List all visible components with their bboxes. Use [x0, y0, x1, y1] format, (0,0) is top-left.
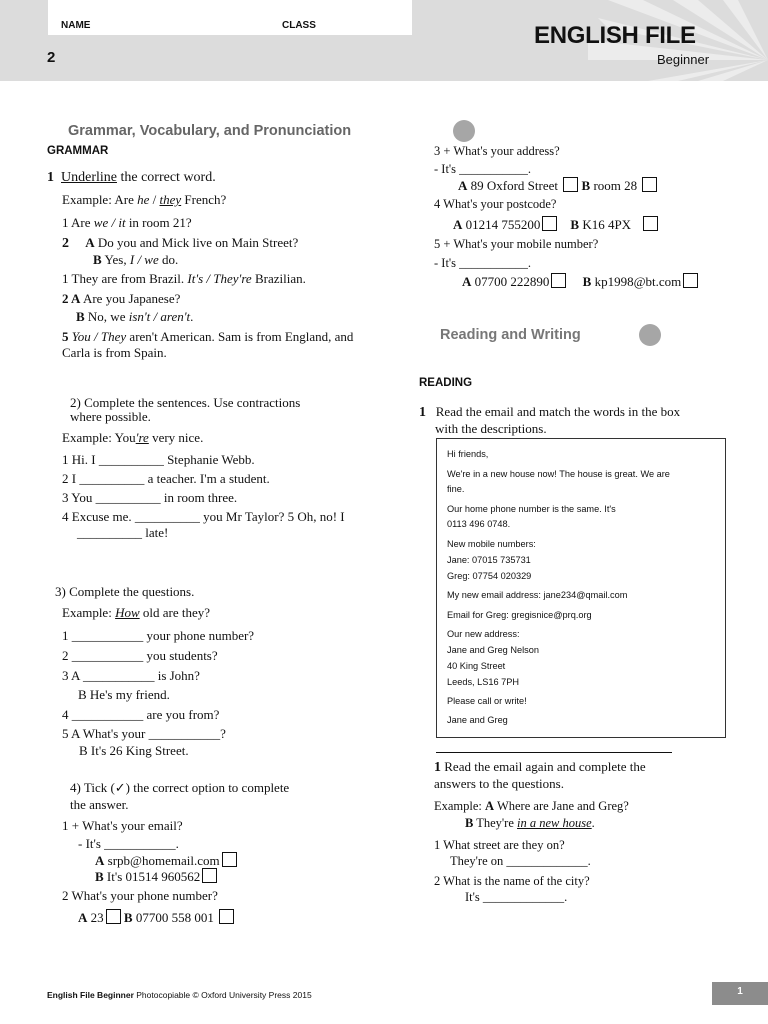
r2-instruction-line1 — [434, 759, 646, 776]
ex4-q3-a-label: A — [458, 178, 468, 193]
email-line: Hi friends, — [447, 449, 489, 459]
email-line: Please call or write! — [447, 696, 527, 706]
ex1-instruction — [47, 170, 216, 186]
ex4-q4-b-checkbox[interactable] — [643, 216, 658, 231]
reading-writing-title: Reading and Writing — [440, 327, 581, 343]
ex4-q1-a-checkbox[interactable] — [222, 852, 237, 867]
ex4-q1-a-label: A — [95, 853, 105, 868]
ex4-q2-option-a[interactable] — [78, 910, 121, 925]
ex1-q3-opts: It's / They're — [187, 271, 252, 286]
ex4-q4-a-label: A — [453, 217, 463, 232]
ex1-example-b: French? — [181, 192, 227, 207]
ex4-q5-a-label: A — [462, 274, 472, 289]
r2-example-a-label: A — [485, 799, 495, 813]
ex4-q5-b-checkbox[interactable] — [683, 273, 698, 288]
ex3-q1: 1 ___________ your phone number? — [62, 628, 255, 643]
ex4-q5: 5 + What's your mobile number? — [434, 237, 599, 251]
ex4-q2-b-label: B — [123, 910, 133, 925]
ex4-q3-b-text: room 28 — [590, 178, 638, 193]
email-line: Our new address: — [447, 629, 520, 639]
email-line: Our home phone number is the same. It's — [447, 504, 616, 514]
ex2-example-b: very nice. — [148, 430, 204, 445]
r2-instr-line1-text: Read the email again and complete the — [441, 759, 646, 774]
ex2-q1: 1 Hi. I __________ Stephanie Webb. — [62, 452, 255, 467]
ex4-q2-a-checkbox[interactable] — [106, 909, 121, 924]
ex4-q5-a-checkbox[interactable] — [551, 273, 566, 288]
email-line: Jane: 07015 735731 — [447, 555, 531, 565]
ex4-q4: 4 What's your postcode? — [434, 197, 557, 211]
ex1-example-he: he — [137, 192, 150, 207]
ex4-q2-option-b[interactable] — [124, 910, 234, 925]
ex1-q2b — [93, 252, 178, 268]
test-number: 2 — [47, 49, 56, 66]
ex4-q4-a-text: 01214 755200 — [462, 217, 541, 232]
email-line: Email for Greg: gregisnice@prq.org — [447, 610, 592, 620]
r2-example-answer: in a new house — [517, 816, 592, 830]
ex1-q2-a-label: A — [85, 235, 95, 250]
ex3-example-u: How — [115, 605, 140, 620]
ex4-q1-option-a[interactable] — [95, 852, 237, 869]
ex1-q3 — [62, 271, 306, 287]
page-header — [0, 0, 768, 81]
ex4-q1-b-label: B — [95, 869, 104, 884]
r2-example-end: . — [591, 816, 595, 830]
ex1-q4-b-b: . — [190, 309, 194, 324]
ex2-q4-line2: __________ late! — [77, 525, 169, 540]
footer-title: English File Beginner — [47, 990, 134, 1000]
ex4-q2-options — [78, 909, 234, 926]
ex1-q4a — [62, 291, 180, 307]
r2-q2-answer: It's _____________. — [465, 890, 568, 904]
ex4-q4-b-text: K16 4PX — [579, 217, 632, 232]
ex1-q5-text: aren't American. Sam is from England, and — [126, 329, 354, 344]
ex1-example-a: Example: Are — [62, 192, 138, 207]
ex1-q2-b-opts: I / we — [129, 252, 159, 267]
ex4-q4-options — [453, 216, 658, 233]
ex4-q5-option-a[interactable] — [462, 274, 566, 289]
ex1-q3-a: 1 They are from Brazil. — [62, 271, 188, 286]
email-line: fine. — [447, 484, 465, 494]
ex4-q3-options — [458, 177, 657, 194]
class-label: CLASS — [282, 20, 316, 31]
email-line: My new email address: jane234@qmail.com — [447, 590, 628, 600]
name-label: NAME — [61, 20, 91, 31]
email-line: Greg: 07754 020329 — [447, 571, 532, 581]
ex4-q1: 1 + What's your email? — [62, 818, 183, 833]
ex4-q3-its: - It's ___________. — [434, 162, 532, 176]
ex3-example — [62, 605, 210, 621]
ex4-q3-a-text: 89 Oxford Street — [467, 178, 559, 193]
ex3-q5b: B It's 26 King Street. — [79, 743, 189, 758]
ex1-q5-line1 — [62, 329, 353, 345]
ex2-q4-line1: 4 Excuse me. __________ you Mr Taylor? 5 Oh, no! I — [62, 509, 345, 524]
level-label: Beginner — [657, 52, 710, 67]
r1-instruction-line1 — [419, 404, 680, 421]
ex4-q4-a-checkbox[interactable] — [542, 216, 557, 231]
r1-instruction-line2: with the descriptions. — [435, 421, 547, 436]
ex1-q1-opts: we / it — [93, 215, 126, 230]
ex4-q3-option-b[interactable] — [582, 178, 658, 193]
ex1-instr-underline: Underline — [61, 170, 117, 185]
ex4-q2-b-text: 07700 558 001 — [132, 910, 214, 925]
ex2-example — [62, 430, 203, 446]
ex1-q1-b: in room 21? — [125, 215, 192, 230]
ex2-example-a: Example: You — [62, 430, 136, 445]
ex3-q4: 4 ___________ are you from? — [62, 707, 220, 722]
footer-text — [47, 990, 312, 1000]
ex4-q3-b-label: B — [581, 178, 591, 193]
ex1-q4-b-opts: isn't / aren't — [128, 309, 191, 324]
ex2-instruction-line2: where possible. — [70, 409, 151, 424]
ex2-q2: 2 I __________ a teacher. I'm a student. — [62, 471, 270, 486]
email-line: We're in a new house now! The house is great. We are — [447, 469, 670, 479]
ex1-number: 1 — [47, 170, 54, 185]
ex1-q2-num: 2 — [62, 236, 69, 251]
r2-instruction-line2: answers to the questions. — [434, 776, 564, 791]
r2-q1-answer: They're on _____________. — [450, 854, 591, 868]
ex4-q5-options — [462, 273, 698, 290]
ex1-q5-num: 5 — [62, 329, 72, 344]
ex1-q4-b-a: No, we — [84, 309, 129, 324]
r2-number: 1 — [434, 760, 441, 775]
ex3-q2: 2 ___________ you students? — [62, 648, 218, 663]
email-line: Jane and Greg — [447, 715, 508, 725]
ex4-q5-b-text: kp1998@bt.com — [591, 274, 682, 289]
reading-label: READING — [419, 377, 473, 389]
page-number: 1 — [712, 982, 768, 1005]
ex4-q3: 3 + What's your address? — [434, 144, 560, 158]
ex4-q1-a-text: srpb@homemail.com — [104, 853, 220, 868]
email-line: 0113 496 0748. — [447, 519, 511, 529]
ex4-q3-a-checkbox[interactable] — [563, 177, 578, 192]
ex4-q2-a-label: A — [78, 910, 88, 925]
r2-example-b-label: B — [465, 816, 474, 830]
name-class-box — [48, 0, 412, 35]
ex4-q5-its: - It's ___________. — [434, 256, 532, 270]
brand-title: ENGLISH FILE — [534, 22, 696, 49]
ex1-q2-a-text: Do you and Mick live on Main Street? — [94, 235, 299, 250]
ex4-q1-its: - It's ___________. — [78, 836, 179, 851]
section-dot-icon — [453, 120, 475, 142]
ex1-q2a — [62, 235, 298, 252]
ex1-q4b — [76, 309, 193, 325]
ex1-q3-b: Brazilian. — [251, 271, 306, 286]
r2-example-q — [434, 799, 629, 814]
r2-q1: 1 What street are they on? — [434, 838, 565, 852]
ex4-q2-a-text: 23 — [87, 910, 104, 925]
ex4-q1-b-text: It's 01514 960562 — [103, 869, 201, 884]
ex2-example-u: 're — [135, 430, 149, 445]
r1-instr-line1-text: Read the email and match the words in the box — [435, 404, 681, 419]
ex3-instruction: 3) Complete the questions. — [55, 584, 195, 599]
ex1-q2-b-a: Yes, — [101, 252, 130, 267]
email-line: New mobile numbers: — [447, 539, 536, 549]
r1-number: 1 — [419, 405, 426, 420]
email-box — [436, 438, 726, 738]
ex4-q5-b-label: B — [582, 274, 592, 289]
divider-line — [436, 752, 672, 753]
ex4-q3-option-a[interactable] — [458, 178, 578, 193]
r2-example-a — [465, 816, 595, 831]
ex1-q2-b-b: do. — [158, 252, 179, 267]
ex3-q3b: B He's my friend. — [78, 687, 170, 702]
ex1-q1 — [62, 215, 192, 231]
ex1-q2-b-label: B — [93, 252, 102, 267]
email-line: 40 King Street — [447, 661, 506, 671]
ex4-q1-option-b[interactable] — [95, 868, 217, 885]
r2-example-b-text: They're — [473, 816, 518, 830]
ex3-example-a: Example: — [62, 605, 116, 620]
ex4-q4-b-label: B — [570, 217, 580, 232]
ex4-q4-option-b[interactable] — [570, 217, 657, 232]
r2-example-question: Where are Jane and Greg? — [494, 799, 629, 813]
ex4-q3-b-checkbox[interactable] — [642, 177, 657, 192]
ex1-q4-b-label: B — [76, 309, 85, 324]
ex4-q1-b-checkbox[interactable] — [202, 868, 217, 883]
ex4-q2: 2 What's your phone number? — [62, 888, 218, 903]
ex3-example-b: old are they? — [139, 605, 211, 620]
ex4-instruction-line1: 4) Tick (✓) the correct option to complete — [70, 780, 290, 795]
ex1-q5-opts: You / They — [71, 329, 127, 344]
reading-writing-dot-icon — [639, 324, 661, 346]
ex4-instruction-line2: the answer. — [70, 797, 129, 812]
ex1-q1-a: 1 Are — [62, 215, 94, 230]
r2-q2: 2 What is the name of the city? — [434, 874, 590, 888]
ex1-q4-a-text: Are you Japanese? — [80, 291, 181, 306]
ex1-example-they: they — [159, 192, 182, 207]
grammar-label: GRAMMAR — [47, 145, 109, 157]
ex4-q5-a-text: 07700 222890 — [471, 274, 550, 289]
ex4-q4-option-a[interactable] — [453, 217, 557, 232]
ex2-q3: 3 You __________ in room three. — [62, 490, 238, 505]
ex1-q5-line2: Carla is from Spain. — [62, 345, 167, 360]
footer-rest: Photocopiable © Oxford University Press 2015 — [133, 990, 312, 1000]
ex3-q3: 3 A ___________ is John? — [62, 668, 200, 683]
email-line: Leeds, LS16 7PH — [447, 677, 520, 687]
email-line: Jane and Greg Nelson — [447, 645, 539, 655]
ex1-example-sep: / — [149, 192, 160, 207]
ex4-q5-option-b[interactable] — [583, 274, 699, 289]
ex3-q5: 5 A What's your ___________? — [62, 726, 226, 741]
section-title: Grammar, Vocabulary, and Pronunciation — [68, 123, 352, 139]
ex1-q4-a-label: 2 A — [62, 291, 81, 306]
ex1-example — [62, 192, 226, 208]
ex1-instr-rest: the correct word. — [116, 170, 216, 185]
ex2-instruction-line1: 2) Complete the sentences. Use contractions — [70, 395, 301, 410]
ex4-q2-b-checkbox[interactable] — [219, 909, 234, 924]
r2-example-prefix: Example: — [434, 799, 486, 813]
